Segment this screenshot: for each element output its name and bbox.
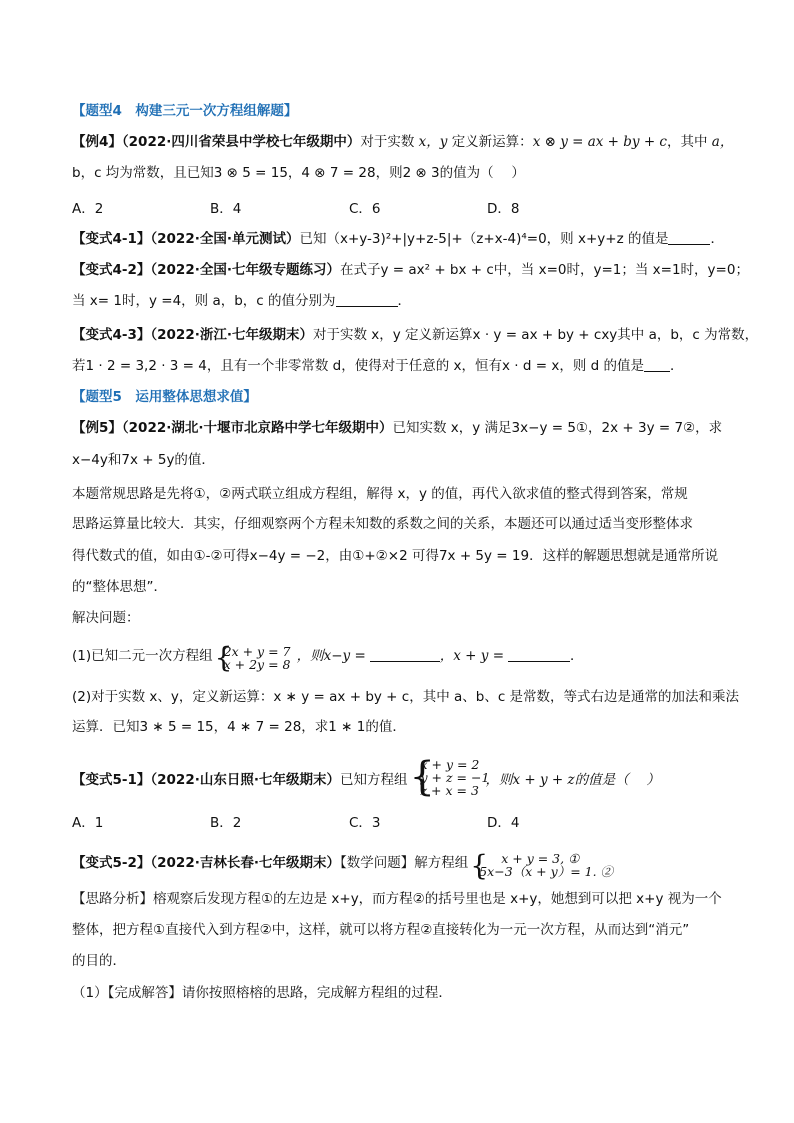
answer-blank (668, 230, 710, 245)
brace-icon: { (470, 849, 489, 882)
example-4-source: （2022·四川省荣县中学校七年级期中） (121, 134, 361, 150)
equation-1: 2x + y = 7 (223, 644, 291, 659)
variant-4-3-tag: 【变式4-3】 (72, 327, 151, 343)
variant-4-1-source: （2022·全国·单元测试） (150, 231, 300, 247)
example-4-line1: 【例4】（2022·四川省荣县中学校七年级期中）对于实数 x，y 定义新运算：x ⊗ y = ax + by + c，其中 a， (72, 134, 734, 150)
variant-4-2-tag: 【变式4-2】 (72, 262, 151, 278)
option-b: B．2 (210, 815, 242, 831)
question-1-text: (1)已知二元一次方程组 (72, 648, 213, 664)
paragraph-line-1: 本题常规思路是先将①，②两式联立组成方程组，解得 x，y 的值，再代入欲求值的整式得到答案，常规 (72, 486, 688, 502)
section-heading-5: 【题型5 运用整体思想求值】 (72, 389, 257, 405)
variant-4-2-source: （2022·全国·七年级专题练习） (150, 262, 340, 278)
equation-1: x + y = 2 (420, 757, 480, 772)
equation-1: x + y = 3, ① (501, 851, 580, 866)
analysis-line-1 (72, 889, 732, 909)
example-5-line1 (72, 418, 732, 438)
analysis-text-1: 榕观察后发现方程①的左边是 x+y，而方程②的括号里也是 x+y，她想到可以把 x+y 视为一个 (153, 891, 722, 907)
variant-4-2-line1 (72, 260, 749, 280)
equation-system-5-1 (409, 754, 490, 800)
option-c: C．6 (349, 201, 381, 217)
answer-blank (370, 647, 440, 662)
variant-4-3-text: 对于实数 x，y 定义新运算x · y = ax + by + cxy其中 a，b，c 为常数， (312, 327, 759, 343)
variant-5-2-source: （2022·吉林长春·七年级期末） (150, 855, 340, 871)
variant-4-3-line2: 若1 · 2 = 3,2 · 3 = 4，且有一个非零常数 d，使得对于任意的 x，恒有x · d = x，则 d 的值是 ． (72, 358, 684, 374)
example-4-options (72, 199, 732, 219)
paragraph-line-4: 的“整体思想”． (72, 579, 167, 595)
variant-4-1-tag: 【变式4-1】 (72, 231, 151, 247)
paragraph-line-3: 得代数式的值，如由①-②可得x−4y = −2，由①+②×2 可得7x + 5y = 19．这样的解题思想就是通常所说 (72, 548, 719, 564)
option-d: D．8 (487, 201, 520, 217)
example-5-text: 已知实数 x，y 满足3x−y = 5①，2x + 3y = 7②，求 (392, 420, 723, 436)
analysis-tag: 【思路分析】 (72, 891, 153, 907)
variant-5-1-question: ，则x + y + z的值是（ ） (485, 772, 660, 788)
analysis-line-3: 的目的． (72, 953, 126, 969)
variant-5-2-tag: 【变式5-2】 (72, 855, 151, 871)
example-4-definition: x ⊗ y = ax + by + c (532, 134, 667, 150)
question-2-line1: (2)对于实数 x、y，定义新运算：x ∗ y = ax + by + c，其中 a、b、c 是常数，等式右边是通常的加法和乘法 (72, 689, 740, 705)
equation-2: y + z = −1 (420, 770, 490, 785)
option-d: D．4 (487, 815, 520, 831)
variant-5-2 (72, 849, 732, 882)
variant-4-2-text2: 当 x= 1时，y =4，则 a，b，c 的值分别为 (72, 293, 336, 309)
variant-4-2-text: 在式子y = ax² + bx + c中，当 x=0时，y=1；当 x=1时，y=0； (339, 262, 749, 278)
brace-icon: { (214, 641, 233, 674)
example-5-source: （2022·湖北·十堰市北京路中学七年级期中） (121, 420, 393, 436)
option-b: B．4 (210, 201, 242, 217)
solve-label: 解决问题： (72, 610, 140, 626)
option-a: A．2 (72, 201, 104, 217)
example-5-line2: x−4y和7x + 5y的值． (72, 452, 215, 468)
variant-4-1-text: 已知（x+y-3)²+|y+z-5|+（z+x-4)⁴=0，则 x+y+z 的值是 (299, 231, 669, 247)
example-5-tag: 【例5】 (72, 420, 122, 436)
example-4-text: 对于实数 (360, 134, 415, 150)
analysis-line-2: 整体，把方程①直接代入到方程②中，这样，就可以将方程②直接转化为一元一次方程，从而达到“消元” (72, 922, 690, 938)
question-2-line2: 运算．已知3 ∗ 5 = 15，4 ∗ 7 = 28，求1 ∗ 1的值． (72, 719, 406, 735)
brace-icon: { (409, 754, 435, 800)
variant-5-1-tag: 【变式5-1】 (72, 772, 151, 788)
question-1-mid2: ，x + y = (439, 648, 505, 664)
example-4-tag: 【例4】 (72, 134, 122, 150)
example-4-line2: b，c 均为常数，且已知3 ⊗ 5 = 15，4 ⊗ 7 = 28，则2 ⊗ 3的值为（ ） (72, 165, 525, 181)
complete-instruction: （1）【完成解答】请你按照榕榕的思路，完成解方程组的过程． (72, 985, 452, 1001)
variant-4-1: 【变式4-1】（2022·全国·单元测试）已知（x+y-3)²+|y+z-5|+（z+x-4)⁴=0，则 x+y+z 的值是 ． (72, 231, 724, 247)
variant-4-2-line2: 当 x= 1时，y =4，则 a，b，c 的值分别为 ． (72, 293, 412, 309)
equation-2: x + 2y = 8 (223, 657, 291, 672)
variant-5-2-text: 【数学问题】解方程组 (339, 855, 469, 871)
answer-blank (336, 292, 398, 307)
variant-5-1-source: （2022·山东日照·七年级期末） (150, 772, 340, 788)
paragraph-line-2: 思路运算量比较大．其实，仔细观察两个方程未知数的系数之间的关系，本题还可以通过适当变形整体求 (72, 516, 693, 532)
question-1-mid: ，则x−y = (296, 648, 366, 664)
question-1: (1)已知二元一次方程组 { 2x + y = 7 x + 2y = 8 ，则x−y = ，x + y = ． (72, 641, 584, 674)
equation-system-5-2 (470, 849, 620, 882)
option-a: A．1 (72, 815, 104, 831)
variant-4-3-source: （2022·浙江·七年级期末） (150, 327, 313, 343)
section-heading-4: 【题型4 构建三元一次方程组解题】 (72, 103, 298, 119)
answer-blank (508, 647, 570, 662)
option-c: C．3 (349, 815, 381, 831)
variant-4-3-line1 (72, 325, 759, 345)
example-4-text2: 定义新运算： (451, 134, 533, 150)
variant-5-1 (72, 754, 732, 800)
equation-3: z + x = 3 (420, 783, 479, 798)
variant-5-1-options (72, 813, 732, 833)
variant-5-1-text: 已知方程组 (339, 772, 408, 788)
answer-blank (644, 357, 670, 372)
example-4-text3: ，其中 (667, 134, 708, 150)
variant-4-3-text2: 若1 · 2 = 3,2 · 3 = 4，且有一个非零常数 d，使得对于任意的 x，恒有x · d = x，则 d 的值是 (72, 358, 644, 374)
equation-2: 5x−3（x + y）= 1. ② (479, 864, 614, 879)
equation-system-q1 (214, 641, 297, 674)
